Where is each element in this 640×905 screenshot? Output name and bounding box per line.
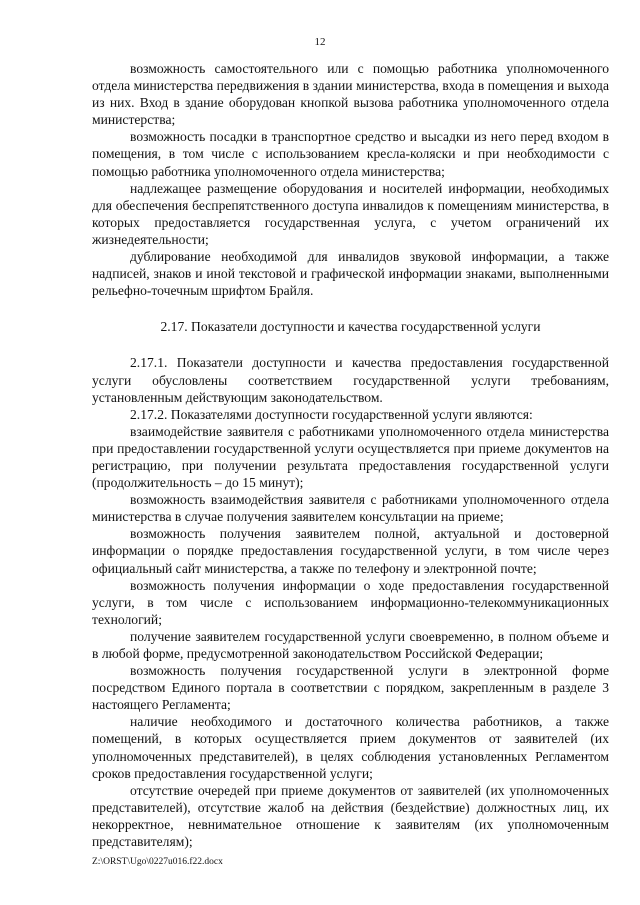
paragraph: возможность получения заявителем полной, актуальной и достоверной информации о порядке предоставления государственной услуги, в том числе через официальный сайт министерства, а также по телефону и электронной почте; bbox=[92, 526, 609, 576]
footer-file-path: Z:\ORST\Ugo\0227u016.f22.docx bbox=[92, 857, 223, 867]
paragraph: возможность получения государственной услуги в электронной форме посредством Единого портала в соответствии с порядком, закрепленным в разделе 3 настоящего Регламента; bbox=[92, 663, 609, 713]
paragraph: возможность посадки в транспортное средство и высадки из него перед входом в помещения, в том числе с использованием кресла-коляски и при необходимости с помощью работника уполномоченного отдела министерства; bbox=[92, 129, 609, 179]
page-number: 12 bbox=[314, 36, 326, 48]
paragraph: наличие необходимого и достаточного количества работников, а также помещений, в которых осуществляется прием документов от заявителей (их уполномоченных представителей), в целях соблюдения установленных Регламентом сроков предоставления государственной услуги; bbox=[92, 714, 609, 781]
paragraph: получение заявителем государственной услуги своевременно, в полном объеме и в любой форме, предусмотренной законодательством Российской Федерации; bbox=[92, 628, 609, 661]
paragraph: надлежащее размещение оборудования и носителей информации, необходимых для обеспечения беспрепятственного доступа инвалидов к помещениям министерства, в которых предоставляется государственная услуга, с учетом ограничений их жизнедеятельности; bbox=[92, 180, 609, 247]
paragraph: возможность взаимодействия заявителя с работниками уполномоченного отдела министерства в случае получения заявителем консультации на приеме; bbox=[92, 492, 609, 525]
paragraph: 2.17.1. Показатели доступности и качества предоставления государственной услуги обусловлены соответствием государственной услуги требованиям, установленным действующим законодательством. bbox=[92, 355, 609, 405]
section-heading: 2.17. Показатели доступности и качества государственной услуги bbox=[160, 319, 541, 335]
paragraph: дублирование необходимой для инвалидов звуковой информации, а также надписей, знаков и иной текстовой и графической информации знаками, выполненными рельефно-точечным шрифтом Брайля. bbox=[92, 249, 609, 299]
paragraph: отсутствие очередей при приеме документов от заявителей (их уполномоченных представителей), отсутствие жалоб на действия (бездействие) должностных лиц, их некорректное, невнимательное отношение к заявителям (их уполномоченным представителям); bbox=[92, 782, 609, 850]
paragraph: возможность получения информации о ходе предоставления государственной услуги, в том числе с использованием информационно-телекоммуникационных технологий; bbox=[92, 577, 609, 627]
paragraph: 2.17.2. Показателями доступности государственной услуги являются: bbox=[130, 406, 533, 422]
document-body bbox=[92, 60, 609, 850]
paragraph: взаимодействие заявителя с работниками уполномоченного отдела министерства при предоставлении государственной услуги осуществляется при приеме документов на регистрацию, при получении результата предоставления государственной услуги (продолжительность – до 15 минут); bbox=[92, 423, 609, 491]
paragraph: возможность самостоятельного или с помощью работника уполномоченного отдела министерства передвижения в здании министерства, входа в помещения и выхода из них. Вход в здание оборудован кнопкой вызова работника уполномоченного отдела министерства; bbox=[92, 61, 609, 128]
